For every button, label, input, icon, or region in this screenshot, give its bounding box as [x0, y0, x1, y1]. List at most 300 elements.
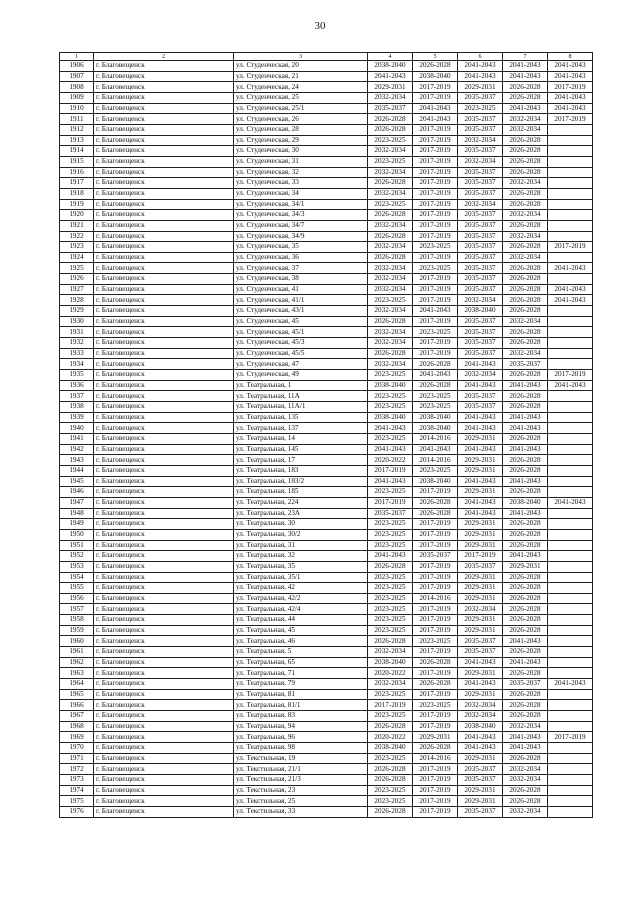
column-number-7: 7 — [503, 53, 548, 61]
period-cell-6: 2035-2037 — [458, 178, 503, 189]
period-cell-8: 2041-2043 — [548, 380, 593, 391]
period-cell-8 — [548, 647, 593, 658]
period-cell-4: 2032-2034 — [368, 167, 413, 178]
table-row — [60, 103, 593, 114]
row-number-cell: 1973 — [60, 774, 94, 785]
period-cell-8 — [548, 316, 593, 327]
housing-schedule-table-wrapper — [59, 52, 593, 818]
table-header — [60, 53, 593, 61]
address-cell: ул. Театральная, 32 — [234, 551, 368, 562]
period-cell-7: 2041-2043 — [503, 103, 548, 114]
column-number-3: 3 — [234, 53, 368, 61]
row-number-cell: 1934 — [60, 359, 94, 370]
period-cell-4: 2026-2028 — [368, 764, 413, 775]
period-cell-7: 2041-2043 — [503, 476, 548, 487]
period-cell-7: 2041-2043 — [503, 636, 548, 647]
period-cell-4: 2032-2034 — [368, 647, 413, 658]
period-cell-6: 2035-2037 — [458, 391, 503, 402]
period-cell-5: 2017-2019 — [413, 199, 458, 210]
period-cell-4: 2032-2034 — [368, 306, 413, 317]
period-cell-8 — [548, 455, 593, 466]
row-number-cell: 1941 — [60, 433, 94, 444]
row-number-cell: 1925 — [60, 263, 94, 274]
table-row — [60, 242, 593, 253]
period-cell-5: 2017-2019 — [413, 529, 458, 540]
table-row — [60, 210, 593, 221]
period-cell-7: 2041-2043 — [503, 551, 548, 562]
period-cell-6: 2032-2034 — [458, 156, 503, 167]
row-number-cell: 1946 — [60, 487, 94, 498]
period-cell-6: 2035-2037 — [458, 774, 503, 785]
table-row — [60, 295, 593, 306]
address-cell: ул. Театральная, 11А — [234, 391, 368, 402]
period-cell-4: 2035-2037 — [368, 508, 413, 519]
table-row — [60, 540, 593, 551]
period-cell-8 — [548, 167, 593, 178]
period-cell-7: 2032-2034 — [503, 252, 548, 263]
period-cell-4: 2041-2043 — [368, 71, 413, 82]
row-number-cell: 1920 — [60, 210, 94, 221]
table-body — [60, 61, 593, 818]
table-row — [60, 114, 593, 125]
period-cell-4: 2023-2025 — [368, 199, 413, 210]
period-cell-8 — [548, 743, 593, 754]
address-cell: ул. Театральная, 224 — [234, 497, 368, 508]
table-row — [60, 220, 593, 231]
address-cell: ул. Театральная, 83 — [234, 711, 368, 722]
period-cell-6: 2041-2043 — [458, 61, 503, 72]
period-cell-4: 2020-2022 — [368, 668, 413, 679]
period-cell-7: 2026-2028 — [503, 465, 548, 476]
period-cell-5: 2017-2019 — [413, 156, 458, 167]
table-row — [60, 348, 593, 359]
period-cell-5: 2026-2028 — [413, 61, 458, 72]
column-number-8: 8 — [548, 53, 593, 61]
table-row — [60, 561, 593, 572]
period-cell-4: 2041-2043 — [368, 476, 413, 487]
period-cell-8 — [548, 231, 593, 242]
period-cell-5: 2017-2019 — [413, 167, 458, 178]
period-cell-6: 2035-2037 — [458, 647, 503, 658]
period-cell-7: 2026-2028 — [503, 82, 548, 93]
period-cell-5: 2017-2019 — [413, 316, 458, 327]
row-number-cell: 1959 — [60, 625, 94, 636]
row-number-cell: 1930 — [60, 316, 94, 327]
period-cell-6: 2029-2031 — [458, 465, 503, 476]
address-cell: ул. Театральная, 42/2 — [234, 593, 368, 604]
row-number-cell: 1913 — [60, 135, 94, 146]
period-cell-8 — [548, 178, 593, 189]
period-cell-5: 2017-2019 — [413, 82, 458, 93]
address-cell: ул. Студенческая, 41/1 — [234, 295, 368, 306]
table-row — [60, 732, 593, 743]
period-cell-6: 2041-2043 — [458, 497, 503, 508]
row-number-cell: 1917 — [60, 178, 94, 189]
address-cell: ул. Студенческая, 25 — [234, 92, 368, 103]
address-cell: ул. Театральная, 79 — [234, 679, 368, 690]
address-cell: ул. Театральная, 65 — [234, 657, 368, 668]
period-cell-8 — [548, 636, 593, 647]
row-number-cell: 1928 — [60, 295, 94, 306]
address-cell: ул. Студенческая, 28 — [234, 124, 368, 135]
period-cell-5: 2017-2019 — [413, 338, 458, 349]
city-cell: г. Благовещенск — [94, 103, 234, 114]
address-cell: ул. Театральная, 17 — [234, 455, 368, 466]
table-row — [60, 327, 593, 338]
address-cell: ул. Текстильная, 25 — [234, 796, 368, 807]
row-number-cell: 1931 — [60, 327, 94, 338]
city-cell: г. Благовещенск — [94, 210, 234, 221]
address-cell: ул. Студенческая, 45/1 — [234, 327, 368, 338]
period-cell-8 — [548, 306, 593, 317]
period-cell-7: 2026-2028 — [503, 625, 548, 636]
address-cell: ул. Театральная, 42 — [234, 583, 368, 594]
city-cell: г. Благовещенск — [94, 721, 234, 732]
period-cell-4: 2032-2034 — [368, 338, 413, 349]
period-cell-4: 2023-2025 — [368, 711, 413, 722]
period-cell-7: 2026-2028 — [503, 593, 548, 604]
table-row — [60, 455, 593, 466]
city-cell: г. Благовещенск — [94, 252, 234, 263]
period-cell-5: 2017-2019 — [413, 796, 458, 807]
period-cell-4: 2032-2034 — [368, 327, 413, 338]
period-cell-8 — [548, 711, 593, 722]
row-number-cell: 1926 — [60, 274, 94, 285]
table-row — [60, 774, 593, 785]
city-cell: г. Благовещенск — [94, 764, 234, 775]
period-cell-5: 2017-2019 — [413, 604, 458, 615]
period-cell-6: 2035-2037 — [458, 274, 503, 285]
row-number-cell: 1972 — [60, 764, 94, 775]
table-row — [60, 508, 593, 519]
city-cell: г. Благовещенск — [94, 380, 234, 391]
period-cell-6: 2035-2037 — [458, 188, 503, 199]
city-cell: г. Благовещенск — [94, 348, 234, 359]
column-number-1: 1 — [60, 53, 94, 61]
period-cell-4: 2023-2025 — [368, 402, 413, 413]
period-cell-4: 2023-2025 — [368, 295, 413, 306]
period-cell-8 — [548, 220, 593, 231]
period-cell-7: 2029-2031 — [503, 561, 548, 572]
table-row — [60, 231, 593, 242]
address-cell: ул. Текстильная, 33 — [234, 806, 368, 817]
city-cell: г. Благовещенск — [94, 476, 234, 487]
period-cell-5: 2017-2019 — [413, 615, 458, 626]
period-cell-5: 2017-2019 — [413, 647, 458, 658]
table-row — [60, 423, 593, 434]
city-cell: г. Благовещенск — [94, 572, 234, 583]
period-cell-6: 2041-2043 — [458, 657, 503, 668]
period-cell-7: 2041-2043 — [503, 444, 548, 455]
period-cell-7: 2032-2034 — [503, 114, 548, 125]
period-cell-6: 2038-2040 — [458, 721, 503, 732]
period-cell-6: 2029-2031 — [458, 487, 503, 498]
period-cell-4: 2023-2025 — [368, 753, 413, 764]
period-cell-7: 2026-2028 — [503, 668, 548, 679]
row-number-cell: 1958 — [60, 615, 94, 626]
address-cell: ул. Театральная, 44 — [234, 615, 368, 626]
period-cell-8 — [548, 753, 593, 764]
period-cell-6: 2032-2034 — [458, 711, 503, 722]
period-cell-4: 2026-2028 — [368, 124, 413, 135]
row-number-cell: 1921 — [60, 220, 94, 231]
period-cell-6: 2035-2037 — [458, 338, 503, 349]
city-cell: г. Благовещенск — [94, 647, 234, 658]
address-cell: ул. Студенческая, 47 — [234, 359, 368, 370]
period-cell-4: 2023-2025 — [368, 540, 413, 551]
city-cell: г. Благовещенск — [94, 359, 234, 370]
table-row — [60, 604, 593, 615]
period-cell-4: 2023-2025 — [368, 796, 413, 807]
city-cell: г. Благовещенск — [94, 167, 234, 178]
city-cell: г. Благовещенск — [94, 242, 234, 253]
period-cell-6: 2023-2025 — [458, 103, 503, 114]
period-cell-8 — [548, 423, 593, 434]
row-number-cell: 1969 — [60, 732, 94, 743]
period-cell-6: 2029-2031 — [458, 796, 503, 807]
period-cell-4: 2032-2034 — [368, 263, 413, 274]
period-cell-5: 2017-2019 — [413, 284, 458, 295]
period-cell-7: 2026-2028 — [503, 370, 548, 381]
period-cell-4: 2023-2025 — [368, 519, 413, 530]
period-cell-6: 2035-2037 — [458, 146, 503, 157]
period-cell-7: 2026-2028 — [503, 689, 548, 700]
city-cell: г. Благовещенск — [94, 391, 234, 402]
period-cell-5: 2017-2019 — [413, 689, 458, 700]
city-cell: г. Благовещенск — [94, 519, 234, 530]
table-row — [60, 487, 593, 498]
city-cell: г. Благовещенск — [94, 796, 234, 807]
row-number-cell: 1918 — [60, 188, 94, 199]
address-cell: ул. Театральная, 71 — [234, 668, 368, 679]
period-cell-5: 2017-2019 — [413, 274, 458, 285]
period-cell-8: 2041-2043 — [548, 263, 593, 274]
period-cell-4: 2032-2034 — [368, 146, 413, 157]
address-cell: ул. Театральная, 137 — [234, 423, 368, 434]
row-number-cell: 1955 — [60, 583, 94, 594]
table-row — [60, 370, 593, 381]
table-row — [60, 551, 593, 562]
period-cell-8 — [548, 252, 593, 263]
period-cell-8: 2041-2043 — [548, 497, 593, 508]
city-cell: г. Благовещенск — [94, 689, 234, 700]
row-number-cell: 1919 — [60, 199, 94, 210]
row-number-cell: 1952 — [60, 551, 94, 562]
period-cell-5: 2014-2016 — [413, 753, 458, 764]
period-cell-5: 2041-2043 — [413, 370, 458, 381]
period-cell-5: 2017-2019 — [413, 178, 458, 189]
period-cell-5: 2023-2025 — [413, 465, 458, 476]
period-cell-5: 2017-2019 — [413, 572, 458, 583]
city-cell: г. Благовещенск — [94, 178, 234, 189]
city-cell: г. Благовещенск — [94, 220, 234, 231]
period-cell-6: 2029-2031 — [458, 625, 503, 636]
period-cell-6: 2029-2031 — [458, 689, 503, 700]
period-cell-6: 2041-2043 — [458, 508, 503, 519]
period-cell-5: 2026-2028 — [413, 657, 458, 668]
period-cell-6: 2041-2043 — [458, 359, 503, 370]
period-cell-7: 2026-2028 — [503, 647, 548, 658]
period-cell-7: 2026-2028 — [503, 615, 548, 626]
table-row — [60, 519, 593, 530]
city-cell: г. Благовещенск — [94, 402, 234, 413]
period-cell-4: 2026-2028 — [368, 774, 413, 785]
address-cell: ул. Текстильная, 23 — [234, 785, 368, 796]
address-cell: ул. Театральная, 42/4 — [234, 604, 368, 615]
table-row — [60, 721, 593, 732]
row-number-cell: 1945 — [60, 476, 94, 487]
city-cell: г. Благовещенск — [94, 497, 234, 508]
period-cell-4: 2023-2025 — [368, 370, 413, 381]
table-row — [60, 92, 593, 103]
city-cell: г. Благовещенск — [94, 785, 234, 796]
city-cell: г. Благовещенск — [94, 188, 234, 199]
city-cell: г. Благовещенск — [94, 583, 234, 594]
period-cell-7: 2026-2028 — [503, 135, 548, 146]
period-cell-4: 2041-2043 — [368, 423, 413, 434]
period-cell-6: 2032-2034 — [458, 295, 503, 306]
row-number-cell: 1939 — [60, 412, 94, 423]
address-cell: ул. Студенческая, 36 — [234, 252, 368, 263]
period-cell-4: 2026-2028 — [368, 252, 413, 263]
period-cell-7: 2026-2028 — [503, 295, 548, 306]
table-row — [60, 806, 593, 817]
period-cell-5: 2023-2025 — [413, 391, 458, 402]
period-cell-8 — [548, 529, 593, 540]
address-cell: ул. Театральная, 11А/1 — [234, 402, 368, 413]
period-cell-7: 2026-2028 — [503, 188, 548, 199]
period-cell-5: 2041-2043 — [413, 103, 458, 114]
period-cell-4: 2023-2025 — [368, 156, 413, 167]
city-cell: г. Благовещенск — [94, 263, 234, 274]
period-cell-8: 2041-2043 — [548, 61, 593, 72]
city-cell: г. Благовещенск — [94, 455, 234, 466]
row-number-cell: 1948 — [60, 508, 94, 519]
address-cell: ул. Студенческая, 34/3 — [234, 210, 368, 221]
city-cell: г. Благовещенск — [94, 338, 234, 349]
city-cell: г. Благовещенск — [94, 465, 234, 476]
period-cell-5: 2023-2025 — [413, 263, 458, 274]
period-cell-7: 2038-2040 — [503, 497, 548, 508]
table-row — [60, 178, 593, 189]
table-row — [60, 593, 593, 604]
city-cell: г. Благовещенск — [94, 327, 234, 338]
city-cell: г. Благовещенск — [94, 92, 234, 103]
city-cell: г. Благовещенск — [94, 433, 234, 444]
address-cell: ул. Театральная, 183 — [234, 465, 368, 476]
page-number: 30 — [314, 20, 326, 32]
address-cell: ул. Студенческая, 30 — [234, 146, 368, 157]
row-number-cell: 1937 — [60, 391, 94, 402]
period-cell-6: 2041-2043 — [458, 732, 503, 743]
period-cell-8 — [548, 348, 593, 359]
table-row — [60, 753, 593, 764]
city-cell: г. Благовещенск — [94, 711, 234, 722]
period-cell-8 — [548, 359, 593, 370]
period-cell-7: 2041-2043 — [503, 657, 548, 668]
period-cell-5: 2017-2019 — [413, 487, 458, 498]
period-cell-4: 2038-2040 — [368, 743, 413, 754]
period-cell-4: 2020-2022 — [368, 732, 413, 743]
period-cell-7: 2041-2043 — [503, 732, 548, 743]
row-number-cell: 1942 — [60, 444, 94, 455]
table-row — [60, 572, 593, 583]
row-number-cell: 1951 — [60, 540, 94, 551]
period-cell-4: 2029-2031 — [368, 82, 413, 93]
address-cell: ул. Театральная, 183/2 — [234, 476, 368, 487]
period-cell-8 — [548, 615, 593, 626]
period-cell-4: 2041-2043 — [368, 551, 413, 562]
period-cell-6: 2035-2037 — [458, 284, 503, 295]
city-cell: г. Благовещенск — [94, 561, 234, 572]
table-row — [60, 316, 593, 327]
row-number-cell: 1975 — [60, 796, 94, 807]
address-cell: ул. Студенческая, 33 — [234, 178, 368, 189]
period-cell-7: 2041-2043 — [503, 412, 548, 423]
period-cell-7: 2041-2043 — [503, 61, 548, 72]
period-cell-8 — [548, 156, 593, 167]
period-cell-7: 2032-2034 — [503, 210, 548, 221]
city-cell: г. Благовещенск — [94, 806, 234, 817]
table-row — [60, 476, 593, 487]
period-cell-5: 2017-2019 — [413, 540, 458, 551]
period-cell-6: 2041-2043 — [458, 71, 503, 82]
row-number-cell: 1956 — [60, 593, 94, 604]
table-row — [60, 167, 593, 178]
table-row — [60, 433, 593, 444]
period-cell-8 — [548, 465, 593, 476]
period-cell-6: 2041-2043 — [458, 380, 503, 391]
period-cell-6: 2032-2034 — [458, 135, 503, 146]
period-cell-7: 2026-2028 — [503, 391, 548, 402]
city-cell: г. Благовещенск — [94, 444, 234, 455]
period-cell-8: 2041-2043 — [548, 679, 593, 690]
city-cell: г. Благовещенск — [94, 316, 234, 327]
period-cell-8 — [548, 338, 593, 349]
address-cell: ул. Театральная, 135 — [234, 412, 368, 423]
period-cell-5: 2038-2040 — [413, 423, 458, 434]
address-cell: ул. Театральная, 81 — [234, 689, 368, 700]
period-cell-5: 2014-2016 — [413, 593, 458, 604]
period-cell-4: 2032-2034 — [368, 284, 413, 295]
period-cell-4: 2026-2028 — [368, 348, 413, 359]
table-row — [60, 657, 593, 668]
period-cell-5: 2023-2025 — [413, 402, 458, 413]
period-cell-7: 2032-2034 — [503, 231, 548, 242]
period-cell-7: 2026-2028 — [503, 583, 548, 594]
address-cell: ул. Студенческая, 45 — [234, 316, 368, 327]
period-cell-4: 2026-2028 — [368, 721, 413, 732]
city-cell: г. Благовещенск — [94, 604, 234, 615]
row-number-cell: 1960 — [60, 636, 94, 647]
row-number-cell: 1943 — [60, 455, 94, 466]
period-cell-6: 2029-2031 — [458, 593, 503, 604]
table-row — [60, 412, 593, 423]
period-cell-7: 2035-2037 — [503, 679, 548, 690]
period-cell-6: 2029-2031 — [458, 572, 503, 583]
address-cell: ул. Театральная, 96 — [234, 732, 368, 743]
period-cell-7: 2026-2028 — [503, 785, 548, 796]
city-cell: г. Благовещенск — [94, 306, 234, 317]
period-cell-5: 2017-2019 — [413, 625, 458, 636]
period-cell-4: 2026-2028 — [368, 806, 413, 817]
table-row — [60, 274, 593, 285]
period-cell-4: 2032-2034 — [368, 92, 413, 103]
row-number-cell: 1963 — [60, 668, 94, 679]
city-cell: г. Благовещенск — [94, 412, 234, 423]
table-row — [60, 146, 593, 157]
period-cell-6: 2041-2043 — [458, 423, 503, 434]
